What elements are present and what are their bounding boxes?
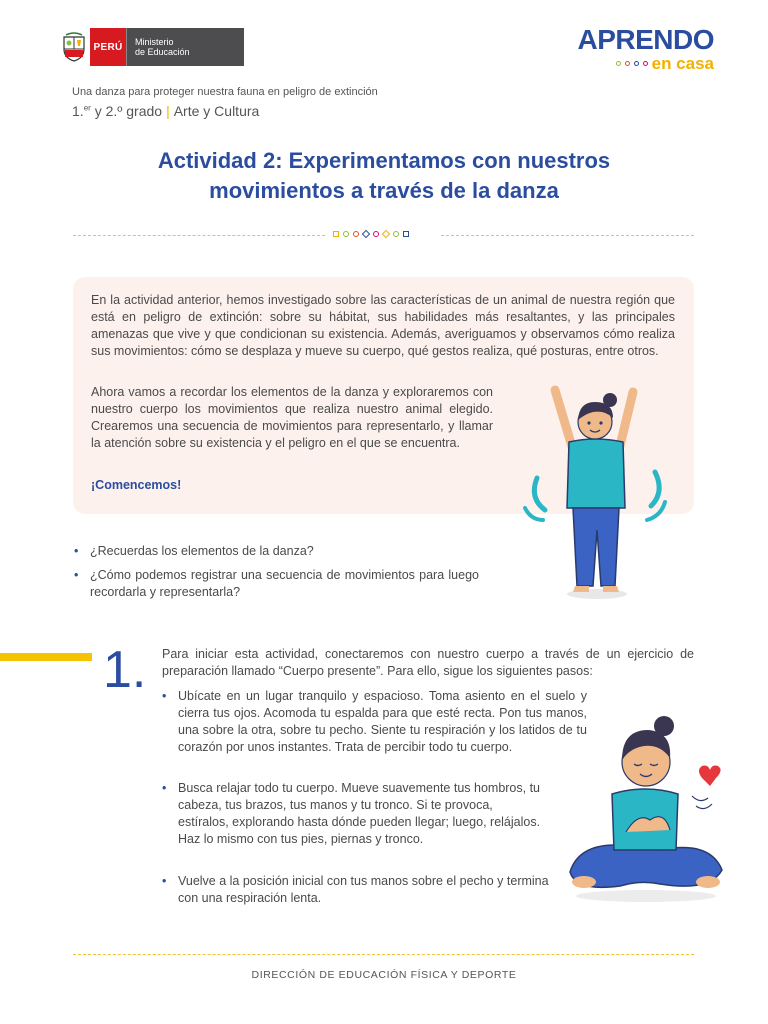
square-icon <box>333 231 339 237</box>
circle-icon <box>353 231 359 237</box>
footer-text: DIRECCIÓN DE EDUCACIÓN FÍSICA Y DEPORTE <box>251 969 517 981</box>
divider-left <box>73 235 325 236</box>
grade-part2: y 2.º grado <box>90 103 163 119</box>
step-bullet <box>162 688 587 756</box>
bullet-icon: • <box>74 544 79 558</box>
grade-subject: Arte y Cultura <box>173 103 260 119</box>
green-dot-icon <box>616 61 621 66</box>
ministry-line1: Ministerio <box>135 37 174 47</box>
question-item <box>74 567 479 601</box>
bullet-icon: • <box>74 568 79 582</box>
grade-separator: | <box>166 103 170 119</box>
brand-bottom-row <box>574 55 714 72</box>
circle-icon <box>373 231 379 237</box>
step-bullet-text: Ubícate en un lugar tranquilo y espacioso. Toma asiento en el suelo y cierra tus ojos. Acomoda tu espalda para que esté recta. Pon tus manos, una sobre la otra, sobre tu pecho. Siente tu respiración y los latidos de tu corazón por unos instantes. Trata de percibir todo tu cuerpo. <box>178 689 587 754</box>
divider-right <box>441 235 694 236</box>
question-text: ¿Recuerdas los elementos de la danza? <box>90 544 314 558</box>
step-bullet <box>162 873 552 907</box>
girl-arms-up-illustration <box>515 380 675 605</box>
decorative-symbols <box>333 231 409 237</box>
grade-line <box>72 103 259 119</box>
circle-icon <box>343 231 349 237</box>
ministry-name <box>126 28 244 66</box>
intro-paragraph-2: Ahora vamos a recordar los elementos de la danza y exploraremos con nuestro cuerpo los movimientos que realiza nuestro animal elegido. Crearemos una secuencia de movimientos para representarlo, y llamar la atención sobre su existencia y el peligro en el que se encuentra. <box>91 385 493 450</box>
step-intro: Para iniciar esta actividad, conectaremos con nuestro cuerpo a través de un ejercicio de preparación llamado “Cuerpo presente”. Para ello, sigue los siguientes pasos: <box>162 647 694 678</box>
step-bullet-text: Busca relajar todo tu cuerpo. Mueve suavemente tus hombros, tu cabeza, tus brazos, tus manos y tu tronco. Si te provoca, estíralos, explorando hasta dónde pueden llegar; luego, relájalos. Haz lo mismo con tus pies, piernas y tronco. <box>178 781 541 846</box>
square-icon <box>403 231 409 237</box>
ministry-line2: de Educación <box>135 47 190 57</box>
orange-dot-icon <box>625 61 630 66</box>
coat-of-arms-icon <box>58 28 90 66</box>
peru-label: PERÚ <box>90 28 126 66</box>
question-item <box>74 543 494 560</box>
girl-meditating-illustration <box>560 700 740 915</box>
bullet-icon: • <box>162 874 167 888</box>
bullet-icon: • <box>162 689 167 703</box>
unit-subtitle: Una danza para proteger nuestra fauna en peligro de extinción <box>72 86 378 98</box>
intro-paragraph-1: En la actividad anterior, hemos investigado sobre las características de un animal de nuestra región que está en peligro de extinción: sobre su hábitat, sus habilidades más resaltantes, y las principales amenazas que vive y que condicionan su existencia. Además, averiguamos y observamos cómo realiza sus movimientos: cómo se desplaza y mueve su cuerpo, qué gestos realiza, qué posturas, entre otros. <box>91 293 675 358</box>
page-title <box>72 146 696 206</box>
title-line1: Actividad 2: Experimentamos con nuestros <box>157 148 611 173</box>
brand-sub: en casa <box>651 54 714 73</box>
pink-dot-icon <box>643 61 648 66</box>
step-bullet <box>162 780 542 848</box>
step-number: 1. <box>103 641 147 699</box>
step-accent-bar <box>0 653 92 661</box>
step-bullet-text: Vuelve a la posición inicial con tus manos sobre el pecho y termina con una respiración lenta. <box>178 874 549 905</box>
grade-part1: 1. <box>72 103 84 119</box>
diamond-icon <box>362 230 370 238</box>
footer-divider <box>73 954 694 955</box>
ministry-logo <box>58 28 244 66</box>
bullet-icon: • <box>162 781 167 795</box>
question-text: ¿Cómo podemos registrar una secuencia de movimientos para luego recordarla y representarla? <box>90 568 479 599</box>
circle-icon <box>393 231 399 237</box>
title-line2: movimientos a través de la danza <box>209 178 559 203</box>
grade-sup: er <box>83 103 91 113</box>
brand-top: APRENDO <box>577 24 714 55</box>
intro-cta: ¡Comencemos! <box>91 478 182 492</box>
diamond-icon <box>382 230 390 238</box>
blue-dot-icon <box>634 61 639 66</box>
aprendo-en-casa-logo <box>574 26 714 72</box>
